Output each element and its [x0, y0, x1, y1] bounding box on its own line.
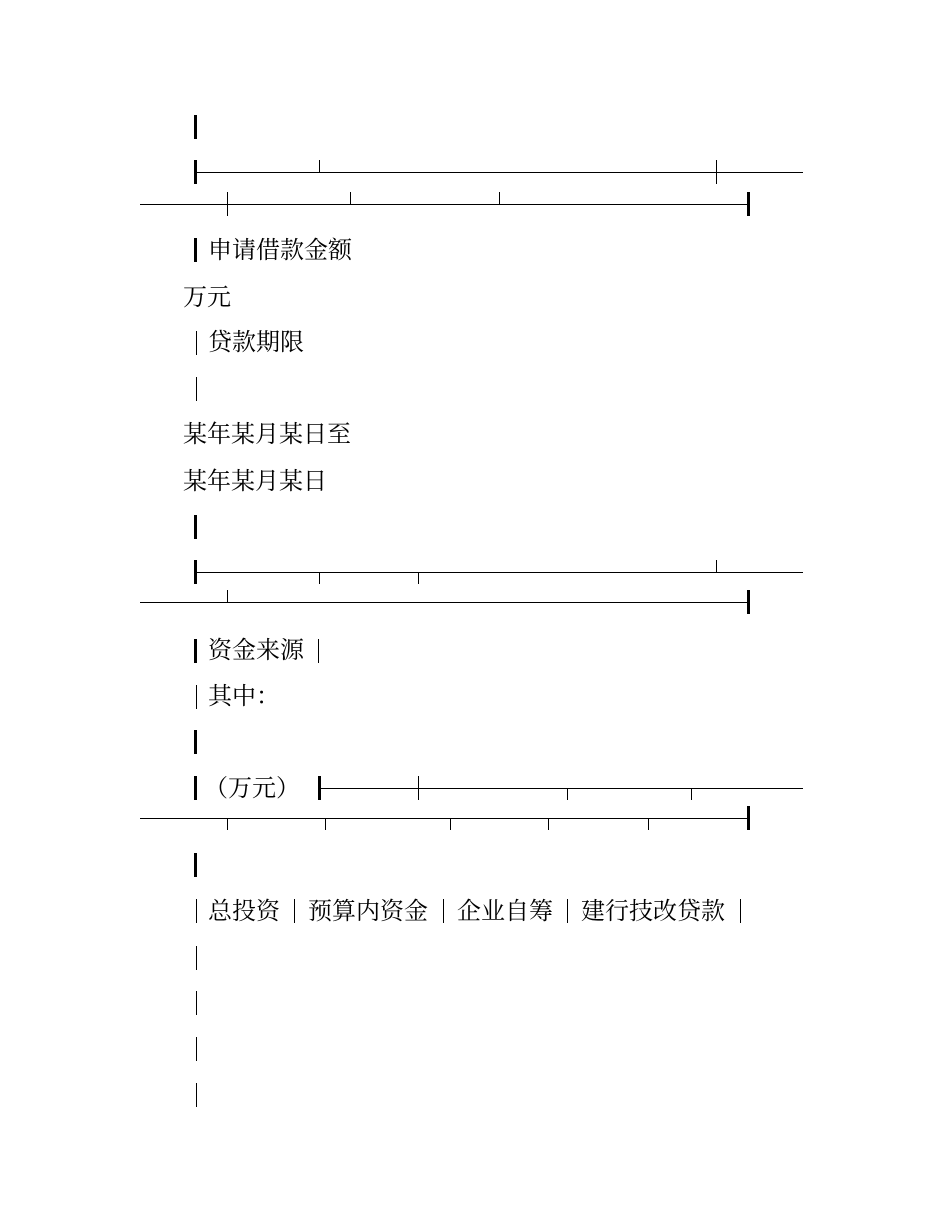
table-rule — [196, 172, 803, 173]
table-border — [194, 115, 197, 139]
table-border — [194, 238, 197, 262]
table-tick — [716, 560, 717, 572]
table-border — [194, 515, 197, 539]
table-tick — [450, 818, 451, 830]
table-border — [196, 946, 197, 970]
table-border — [196, 899, 197, 923]
table-tick — [418, 572, 419, 584]
table-border — [196, 377, 197, 401]
table-border — [443, 899, 444, 923]
loan-amount-label: 申请借款金额 — [208, 236, 352, 264]
table-tick — [548, 818, 549, 830]
term-end-text: 某年某月某日 — [183, 467, 327, 495]
table-border — [567, 899, 568, 923]
table-border — [747, 192, 750, 216]
table-tick — [648, 818, 649, 830]
header-total-investment: 总投资 — [208, 897, 280, 925]
table-rule — [140, 602, 749, 603]
table-tick — [227, 818, 228, 830]
table-border — [194, 730, 197, 754]
table-rule — [140, 204, 749, 205]
of-which-label: 其中： — [208, 682, 280, 710]
table-rule — [140, 818, 749, 819]
table-border — [194, 639, 197, 663]
table-tick — [319, 160, 320, 172]
table-rule — [320, 788, 803, 789]
table-tick — [227, 192, 228, 216]
table-rule — [196, 572, 803, 573]
table-tick — [325, 818, 326, 830]
unit-paren-label: （万元） — [204, 774, 300, 802]
table-border — [194, 776, 197, 800]
header-budget-funds: 预算内资金 — [308, 897, 428, 925]
table-tick — [418, 776, 419, 800]
unit-label: 万元 — [183, 283, 231, 311]
table-tick — [499, 192, 500, 204]
table-border — [196, 685, 197, 709]
table-tick — [319, 572, 320, 584]
table-border — [747, 806, 750, 830]
header-ccb-loan: 建行技改贷款 — [581, 897, 725, 925]
table-border — [294, 899, 295, 923]
table-border — [196, 991, 197, 1015]
table-tick — [350, 192, 351, 204]
table-border — [196, 1037, 197, 1061]
table-border — [318, 776, 321, 800]
table-border — [194, 560, 197, 584]
table-tick — [716, 160, 717, 184]
table-border — [196, 331, 197, 355]
header-self-raised: 企业自筹 — [457, 897, 553, 925]
table-tick — [227, 590, 228, 602]
table-border — [318, 639, 319, 663]
table-tick — [691, 788, 692, 800]
table-border — [740, 899, 741, 923]
table-border — [194, 853, 197, 877]
funding-source-label: 资金来源 — [208, 636, 304, 664]
table-border — [194, 160, 197, 184]
table-border — [747, 590, 750, 614]
term-start-text: 某年某月某日至 — [183, 420, 351, 448]
table-tick — [567, 788, 568, 800]
loan-term-label: 贷款期限 — [208, 328, 304, 356]
table-border — [196, 1083, 197, 1107]
